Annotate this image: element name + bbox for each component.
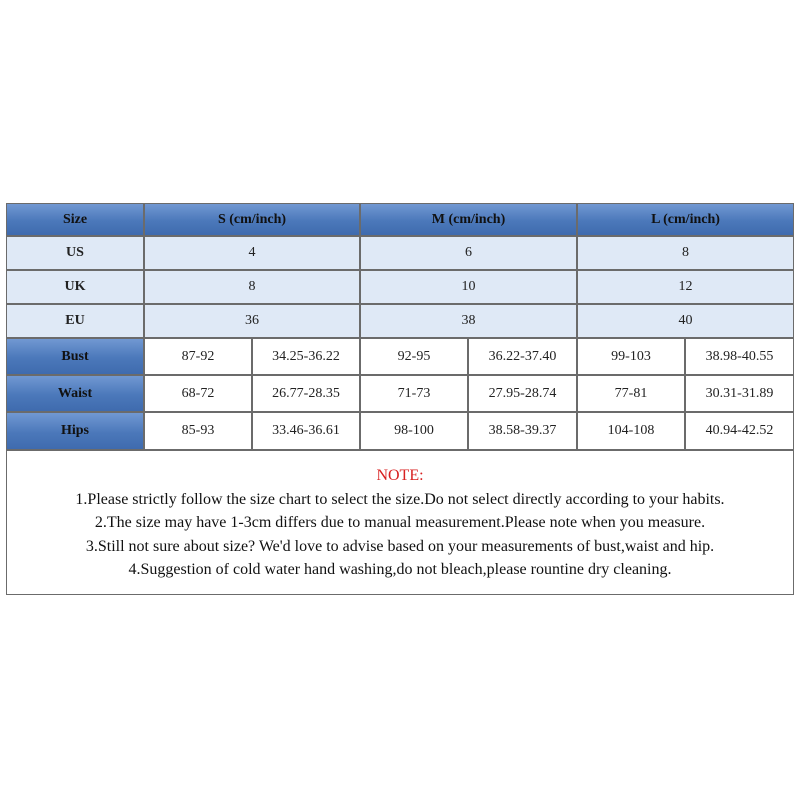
header-l: L (cm/inch) (577, 203, 794, 236)
bust-m-inch: 36.22-37.40 (468, 338, 577, 375)
bust-s-cm: 87-92 (144, 338, 252, 375)
us-l-value: 8 (577, 236, 794, 270)
eu-s-value: 36 (144, 304, 360, 338)
row-label-waist: Waist (6, 375, 144, 412)
uk-l-value: 12 (577, 270, 794, 304)
note-line-1: 1.Please strictly follow the size chart to select the size.Do not select directly according to your habits. (75, 491, 725, 508)
note-line-2: 2.The size may have 1-3cm differs due to manual measurement.Please note when you measure. (94, 514, 706, 531)
row-label-bust: Bust (6, 338, 144, 375)
waist-m-cm: 71-73 (360, 375, 468, 412)
waist-m-inch: 27.95-28.74 (468, 375, 577, 412)
row-label-hips: Hips (6, 412, 144, 450)
header-m: M (cm/inch) (360, 203, 577, 236)
eu-m-value: 38 (360, 304, 577, 338)
row-label-eu: EU (6, 304, 144, 338)
notes-box (6, 450, 794, 595)
note-title: NOTE: (376, 467, 424, 484)
uk-m-value: 10 (360, 270, 577, 304)
hips-m-inch: 38.58-39.37 (468, 412, 577, 450)
row-label-us: US (6, 236, 144, 270)
note-line-4: 4.Suggestion of cold water hand washing,do not bleach,please rountine dry cleaning. (128, 561, 672, 578)
bust-m-cm: 92-95 (360, 338, 468, 375)
row-label-uk: UK (6, 270, 144, 304)
note-line-3: 3.Still not sure about size? We'd love to advise based on your measurements of bust,waist and hip. (85, 538, 715, 555)
bust-s-inch: 34.25-36.22 (252, 338, 360, 375)
eu-l-value: 40 (577, 304, 794, 338)
hips-s-inch: 33.46-36.61 (252, 412, 360, 450)
uk-s-value: 8 (144, 270, 360, 304)
hips-l-inch: 40.94-42.52 (685, 412, 794, 450)
hips-l-cm: 104-108 (577, 412, 685, 450)
hips-m-cm: 98-100 (360, 412, 468, 450)
waist-s-cm: 68-72 (144, 375, 252, 412)
us-m-value: 6 (360, 236, 577, 270)
waist-s-inch: 26.77-28.35 (252, 375, 360, 412)
waist-l-cm: 77-81 (577, 375, 685, 412)
hips-s-cm: 85-93 (144, 412, 252, 450)
waist-l-inch: 30.31-31.89 (685, 375, 794, 412)
bust-l-inch: 38.98-40.55 (685, 338, 794, 375)
us-s-value: 4 (144, 236, 360, 270)
header-size: Size (6, 203, 144, 236)
header-s: S (cm/inch) (144, 203, 360, 236)
bust-l-cm: 99-103 (577, 338, 685, 375)
